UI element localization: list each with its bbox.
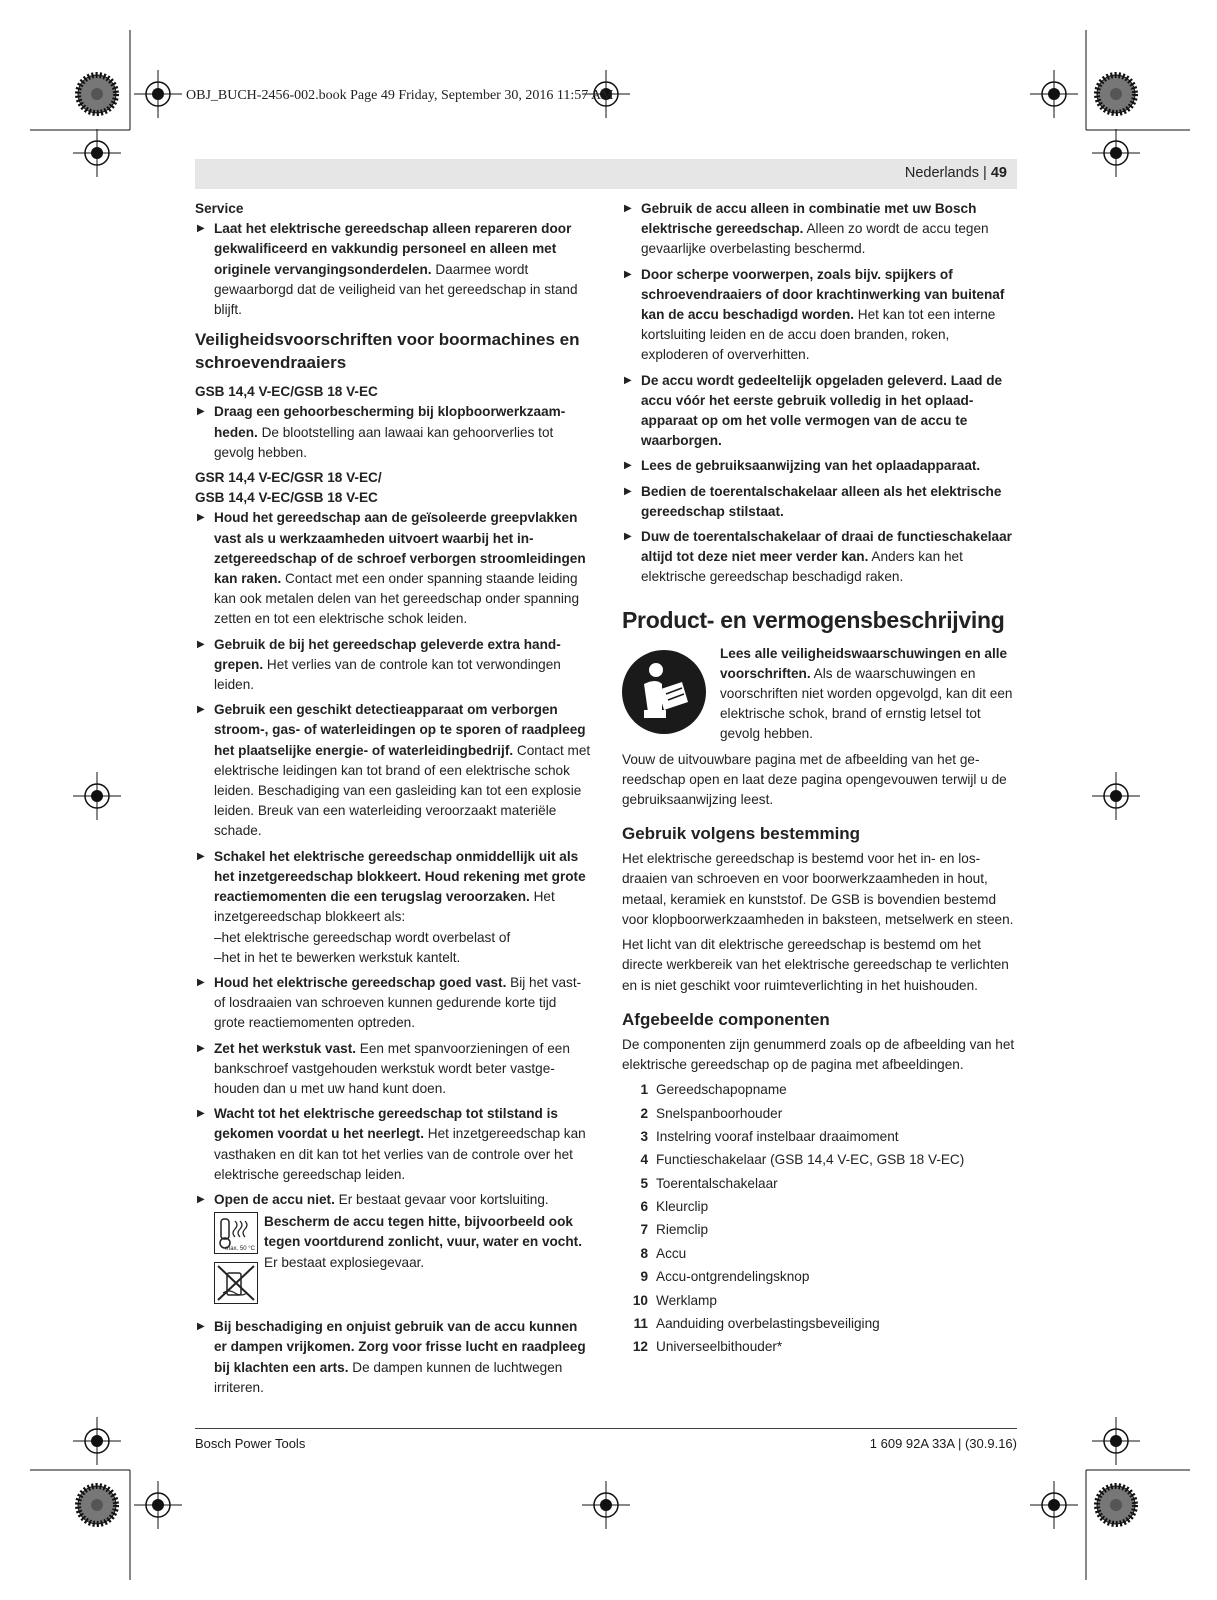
item-bold: Laat het elektrische gereedschap alleen repareren door gekwalificeerd en vakkundig personeel en alleen met originele vervangingsonderdelen. [214, 221, 572, 277]
item-bold: De accu wordt gedeeltelijk opgeladen geleverd. Laad de accu vóór het eerste gebruik volledig in het oplaadapparaat op om het volle vermogen van de accu te waarborgen. [641, 372, 1003, 449]
item-bold: Bescherm de accu tegen hitte, bijvoorbeeld ook tegen voortdurend zonlicht, vuur, water en vocht. [264, 1214, 582, 1250]
item-bold: Schakel het elektrische gereedschap onmiddellijk uit als het inzetgereedschap blokkeert. Houd rekening met grote reactiemomenten die een terugslag veroorzaken. [214, 848, 586, 905]
item-number: 4 [640, 1152, 648, 1168]
bullet-arrow-icon: ▶ [197, 1193, 205, 1205]
bullet-arrow-icon: ▶ [624, 268, 632, 280]
battery-heat-warning [195, 1212, 591, 1312]
item-text: Alleen zo wordt de accu tegen gevaarlijke overbelasting beschermd. [641, 221, 989, 257]
item-number: 6 [640, 1199, 648, 1215]
item-label: Functieschakelaar (GSB 14,4 V-EC, GSB 18 V-EC) [656, 1152, 965, 1168]
right-column [622, 199, 1019, 1361]
item-number: 11 [633, 1316, 648, 1332]
components-heading: Afgebeelde componenten [622, 1009, 830, 1029]
item-bold: Door scherpe voorwerpen, zoals bijv. spijkers of schroevendraaiers of door krachtinwerking van buitenaf kan de accu beschadigd worden. [641, 266, 1005, 323]
item-number: 9 [640, 1269, 648, 1285]
components-list [622, 1080, 1019, 1358]
footer-left: Bosch Power Tools [195, 1436, 306, 1451]
use-paragraph-2: Het licht van dit elektrische gereedschap is bestemd om het directe werkbereik van het elektrische gereedschap te verlichten en is niet geschikt voor ruimteverlichting in het huishouden. [622, 937, 1009, 993]
safety-item [195, 700, 591, 841]
item-label: Snelspanboorhouder [656, 1105, 783, 1121]
item-bold: Lees alle veiligheidswaarschuwingen en alle voorschriften. [720, 645, 1008, 681]
safety-item [195, 973, 591, 1034]
item-text: Bij het vast- of losdraaien van schroeven kunnen gedurende korte tijd grote reactiemomenten optreden. [214, 974, 582, 1031]
service-heading: Service [195, 201, 244, 216]
item-label: Aanduiding overbelastingsbeveiliging [656, 1316, 880, 1332]
bullet-arrow-icon: ▶ [197, 223, 205, 235]
battery-item [622, 482, 1019, 522]
product-heading: Product- en vermogensbeschrijving [622, 606, 1005, 633]
item-label: Accu-ontgrendelingsknop [656, 1269, 810, 1285]
item-text: Een met spanvoorzieningen of een bankschroef vastgehouden werkstuk wordt beter vastgehouden dan u met uw hand kunt doen. [214, 1040, 570, 1096]
list-item [622, 1314, 1019, 1334]
item-bold: Bij beschadiging en onjuist gebruik van de accu kunnen er dampen vrijkomen. Zorg voor frisse lucht en raadpleeg bij klachten een arts. [214, 1319, 586, 1375]
left-column [195, 199, 591, 1403]
bullet-arrow-icon: ▶ [197, 976, 205, 988]
read-manual-notice [622, 644, 1019, 745]
safety-item [195, 847, 591, 928]
bullet-arrow-icon: ▶ [197, 512, 205, 524]
list-item [622, 1127, 1019, 1147]
bullet-arrow-icon: ▶ [624, 531, 632, 543]
item-text: Er bestaat gevaar voor kortsluiting. [334, 1191, 549, 1207]
item-label: Universeelbithouder* [656, 1339, 783, 1355]
header-separator: | [983, 165, 987, 181]
battery-item [622, 456, 1019, 476]
safety-item [195, 1039, 591, 1100]
battery-item [622, 527, 1019, 588]
item-text: De dampen kunnen de luchtwegen irriteren. [214, 1359, 563, 1395]
bullet-arrow-icon: ▶ [197, 638, 205, 650]
item-bold: Houd het elektrische gereedschap goed vast. [214, 974, 507, 990]
safety-item [195, 1317, 591, 1398]
gsr-heading-1: GSR 14,4 V-EC/GSR 18 V-EC/ [195, 470, 382, 486]
gsb-heading: GSB 14,4 V-EC/GSB 18 V-EC [195, 384, 378, 400]
bullet-arrow-icon: ▶ [624, 460, 632, 472]
list-item [622, 1150, 1019, 1170]
safety-item [195, 1104, 591, 1185]
item-text: Het inzetgereedschap blokkeert als: [214, 889, 555, 925]
item-bold: Zet het werkstuk vast. [214, 1040, 357, 1056]
read-manual-text [720, 644, 1019, 745]
item-number: 5 [640, 1175, 648, 1191]
item-number: 3 [640, 1128, 648, 1144]
dash-item: –het in het te bewerken werkstuk kantelt. [214, 949, 461, 965]
item-number: 7 [640, 1222, 648, 1238]
item-bold: Gebruik de bij het gereedschap geleverde extra handgrepen. [214, 636, 561, 672]
battery-item [622, 265, 1019, 366]
item-text: Als de waarschuwingen en voorschriften niet worden opgevolgd, kan dit een elektrische schok, brand of ernstig letsel tot gevolg hebben. [720, 665, 1013, 742]
list-item [622, 1291, 1019, 1311]
item-label: Riemclip [656, 1222, 709, 1238]
list-item [622, 1337, 1019, 1357]
read-manual-icon [622, 650, 706, 734]
item-number: 8 [640, 1245, 648, 1261]
item-bold: Houd het gereedschap aan de geïsoleerde greepvlakken vast als u werkzaamheden uitvoert waarbij het inzetgereedschap of de schroef verborgen stroomleidingen kan raken. [214, 510, 586, 587]
heat-warning-text [264, 1212, 591, 1273]
item-text: Daarmee wordt gewaarborgd dat de veiligheid van het gereedschap in stand blijft. [214, 261, 578, 318]
item-bold: Wacht tot het elektrische gereedschap tot stilstand is gekomen voordat u het neerlegt. [214, 1106, 558, 1142]
bullet-arrow-icon: ▶ [197, 704, 205, 716]
safety-item [195, 1190, 591, 1210]
item-label: Accu [656, 1245, 687, 1261]
list-item [622, 1080, 1019, 1100]
list-item [622, 1174, 1019, 1194]
item-number: 1 [640, 1082, 648, 1098]
battery-item [622, 371, 1019, 452]
warning-icons [214, 1212, 264, 1312]
book-info: OBJ_BUCH-2456-002.book Page 49 Friday, September 30, 2016 11:57 AM [186, 88, 614, 103]
item-text: Er bestaat explosiegevaar. [264, 1254, 425, 1270]
list-item [622, 1197, 1019, 1217]
bullet-arrow-icon: ▶ [197, 1321, 205, 1333]
page-number: 49 [990, 165, 1007, 181]
item-number: 12 [632, 1339, 648, 1355]
components-paragraph: De componenten zijn genummerd zoals op de afbeelding van het elektrische gereedschap op de pagina met afbeeldingen. [622, 1036, 1015, 1072]
bullet-arrow-icon: ▶ [197, 406, 205, 418]
footer-right: 1 609 92A 33A | (30.9.16) [869, 1436, 1017, 1451]
thermometer-icon [214, 1212, 258, 1254]
item-bold: Open de accu niet. [214, 1191, 335, 1207]
header-text [905, 165, 1007, 181]
bullet-arrow-icon: ▶ [624, 203, 632, 214]
item-text: Anders kan het elektrische gereedschap beschadigd raken. [641, 549, 963, 585]
item-bold: Lees de gebruiksaanwijzing van het oplaadapparaat. [641, 458, 981, 474]
gsb-item [195, 402, 591, 463]
item-text: Het verlies van de controle kan tot verwondingen leiden. [214, 656, 561, 693]
item-label: Instelring vooraf instelbaar draaimoment [656, 1128, 899, 1144]
use-paragraph-1: Het elektrische gereedschap is bestemd voor het in- en losdraaien van schroeven en voor boorwerkzaamheden in hout, metaal, keramiek en kunststof. De GSB is bovendien bestemd voor klopboorwerkzaamheden in baksteen, metselwerk en steen. [622, 851, 1014, 927]
heat-icon-label: max. 50 °C [225, 1246, 255, 1253]
footer-rule [195, 1428, 1017, 1429]
item-bold: Gebruik een geschikt detectieapparaat om verborgen stroom-, gas- of waterleidingen op te sporen of raadpleeg het plaatselijke energie- of waterleidingbedrijf. [214, 702, 586, 758]
safety-item [195, 635, 591, 696]
item-label: Gereedschapopname [656, 1082, 787, 1098]
item-bold: Duw de toerentalschakelaar of draai de functieschakelaar altijd tot deze niet meer verder kan. [641, 529, 1012, 565]
bullet-arrow-icon: ▶ [624, 485, 632, 497]
item-label: Toerentalschakelaar [656, 1175, 778, 1191]
item-text: Het kan tot een interne kortsluiting leiden en de accu doen branden, roken, exploderen of oververhitten. [641, 307, 996, 363]
header-language: Nederlands [904, 165, 980, 181]
bullet-arrow-icon: ▶ [197, 1108, 205, 1120]
bullet-arrow-icon: ▶ [197, 850, 205, 862]
service-item [195, 219, 591, 320]
bullet-arrow-icon: ▶ [624, 374, 632, 386]
battery-item [622, 199, 1019, 260]
dash-item: –het elektrische gereedschap wordt overbelast of [214, 929, 511, 945]
item-text: Contact met een onder spanning staande leiding kan ook metalen delen van het gereedschap onder spanning zetten en tot een elektrische schok leiden. [214, 571, 580, 627]
item-bold: Draag een gehoorbescherming bij klopboorwerkzaamheden. [214, 404, 566, 440]
item-bold: Bedien de toerentalschakelaar alleen als het elektrische gereedschap stilstaat. [641, 483, 1002, 519]
list-item [622, 1220, 1019, 1240]
list-item [622, 1244, 1019, 1264]
item-label: Werklamp [656, 1292, 717, 1308]
item-number: 10 [632, 1292, 648, 1308]
list-item [622, 1104, 1019, 1124]
item-number: 2 [640, 1105, 648, 1121]
item-text: Het inzetgereedschap kan vasthaken en dit kan tot het verlies van de controle over het elektrische gereedschap leiden. [214, 1126, 586, 1182]
use-heading: Gebruik volgens bestemming [622, 824, 861, 844]
no-water-icon [214, 1262, 258, 1304]
item-label: Kleurclip [656, 1199, 709, 1215]
item-text: Contact met elektrische leidingen kan tot brand of een elektrische schok leiden. Beschadiging van een gasleiding kan tot een explosie leiden. Breuk van een waterleiding veroorzaakt materiële schade. [214, 742, 591, 839]
fold-paragraph: Vouw de uitvouwbare pagina met de afbeelding van het gereedschap open en laat deze pagina opengevouwen terwijl u de gebruiksaanwijzing leest. [622, 751, 1007, 808]
safety-item [195, 508, 591, 629]
item-text: De blootstelling aan lawaai kan gehoorverlies tot gevolg hebben. [214, 424, 554, 460]
gsr-heading-2: GSB 14,4 V-EC/GSB 18 V-EC [195, 490, 378, 506]
bullet-arrow-icon: ▶ [197, 1042, 205, 1054]
page-header [195, 159, 1017, 189]
item-bold: Gebruik de accu alleen in combinatie met uw Bosch elektrische gereedschap. [641, 201, 977, 237]
safety-heading: Veiligheidsvoorschriften voor boormachines en schroevendraaiers [195, 330, 580, 373]
list-item [622, 1267, 1019, 1287]
